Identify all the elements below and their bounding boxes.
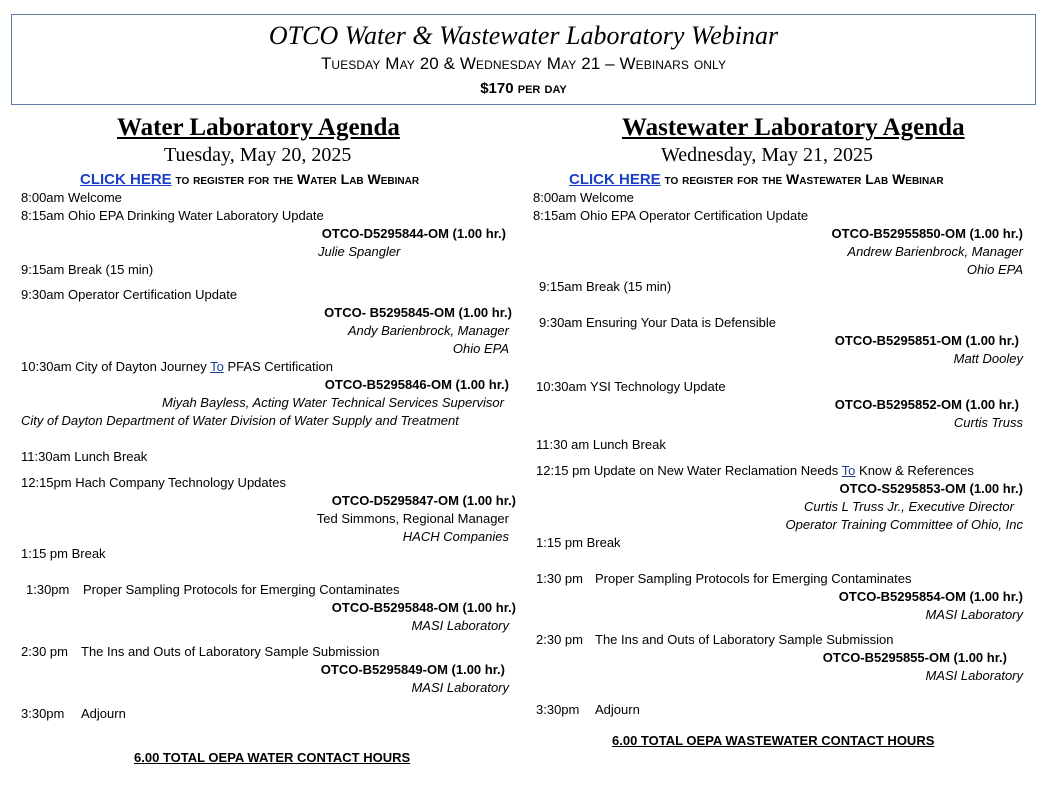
water-session-4-code: OTCO-D5295847-OM (1.00 hr.) [331,493,516,508]
water-session-1-speaker: Julie Spangler [318,244,401,259]
wastewater-session-4-org: Operator Training Committee of Ohio, Inc [785,517,1023,532]
water-session-6-title: The Ins and Outs of Laboratory Sample Submission [81,644,380,659]
wastewater-session-3-speaker: Curtis Truss [953,415,1023,430]
wastewater-session-6-code: OTCO-B5295855-OM (1.00 hr.) [822,650,1007,665]
water-session-3-post: PFAS Certification [223,359,333,374]
wastewater-lunch: 11:30 am Lunch Break [536,437,666,452]
webinar-dates: Tuesday May 20 & Wednesday May 21 – Webinars only [320,54,727,73]
water-session-5-time: 1:30pm [26,582,70,597]
water-agenda-title: Water Laboratory Agenda [117,114,400,141]
water-session-4: 12:15pm Hach Company Technology Updates [21,475,286,490]
wastewater-session-1-code: OTCO-B52955850-OM (1.00 hr.) [831,226,1023,241]
water-click-here-link[interactable]: CLICK HERE [80,171,172,188]
water-session-3-to: To [210,359,224,374]
water-session-5-code: OTCO-B5295848-OM (1.00 hr.) [331,600,516,615]
water-session-2-code: OTCO- B5295845-OM (1.00 hr.) [324,305,512,320]
price: $170 per day [480,80,567,97]
wastewater-session-2: 9:30am Ensuring Your Data is Defensible [539,315,777,330]
wastewater-adjourn: Adjourn [595,702,640,717]
wastewater-register-line [569,170,944,189]
wastewater-session-5-code: OTCO-B5295854-OM (1.00 hr.) [838,589,1023,604]
wastewater-session-1-speaker: Andrew Barienbrock, Manager [847,244,1023,259]
wastewater-agenda-title: Wastewater Laboratory Agenda [622,114,965,141]
page-title: OTCO Water & Wastewater Laboratory Webinar [268,21,779,50]
wastewater-session-6-time: 2:30 pm [536,632,583,647]
water-break-2: 1:15 pm Break [21,546,106,561]
wastewater-session-3: 10:30am YSI Technology Update [536,379,726,394]
water-adjourn-time: 3:30pm [21,706,65,721]
water-session-4-speaker: Ted Simmons, Regional Manager [316,511,509,526]
water-session-3 [21,359,333,375]
wastewater-session-6-org: MASI Laboratory [925,668,1023,683]
wastewater-welcome: 8:00am Welcome [533,190,634,205]
water-session-1-code: OTCO-D5295844-OM (1.00 hr.) [321,226,506,241]
wastewater-session-4-pre: 12:15 pm Update on New Water Reclamation Needs [536,463,842,478]
header-box [11,14,1036,105]
water-register-line [80,170,419,189]
water-session-2-org: Ohio EPA [452,341,509,356]
water-session-3-code: OTCO-B5295846-OM (1.00 hr.) [324,377,509,392]
wastewater-total-hours: 6.00 TOTAL OEPA WASTEWATER CONTACT HOURS [612,733,935,748]
wastewater-session-4-to: To [841,463,856,478]
wastewater-session-4-speaker: Curtis L Truss Jr., Executive Director [804,499,1014,514]
wastewater-session-2-speaker: Matt Dooley [953,351,1023,366]
water-register-text: to register for the Water Lab Webinar [171,171,420,187]
water-session-5-title: Proper Sampling Protocols for Emerging Contaminates [83,582,400,597]
wastewater-session-1-org: Ohio EPA [966,262,1023,277]
wastewater-session-1: 8:15am Ohio EPA Operator Certification Update [533,208,809,223]
water-session-1: 8:15am Ohio EPA Drinking Water Laboratory Update [21,208,324,223]
wastewater-session-2-code: OTCO-B5295851-OM (1.00 hr.) [834,333,1019,348]
water-session-3-org: City of Dayton Department of Water Division of Water Supply and Treatment [21,413,459,428]
wastewater-break-1: 9:15am Break (15 min) [539,279,672,294]
water-welcome: 8:00am Welcome [21,190,122,205]
water-session-2-speaker: Andy Barienbrock, Manager [347,323,509,338]
wastewater-register-text: to register for the Wastewater Lab Webinar [660,171,944,187]
water-session-6-code: OTCO-B5295849-OM (1.00 hr.) [320,662,505,677]
water-adjourn: Adjourn [81,706,126,721]
water-agenda-date: Tuesday, May 20, 2025 [164,144,352,166]
wastewater-session-5-title: Proper Sampling Protocols for Emerging Contaminates [595,571,912,586]
water-session-5-org: MASI Laboratory [411,618,509,633]
water-session-3-pre: 10:30am City of Dayton Journey [21,359,211,374]
wastewater-session-5-time: 1:30 pm [536,571,583,586]
wastewater-session-4-code: OTCO-S5295853-OM (1.00 hr.) [839,481,1023,496]
wastewater-session-3-code: OTCO-B5295852-OM (1.00 hr.) [834,397,1019,412]
wastewater-session-5-org: MASI Laboratory [925,607,1023,622]
water-break-1: 9:15am Break (15 min) [21,262,154,277]
wastewater-adjourn-time: 3:30pm [536,702,580,717]
water-session-6-time: 2:30 pm [21,644,68,659]
wastewater-session-4-post: Know & References [855,463,974,478]
wastewater-agenda-date: Wednesday, May 21, 2025 [661,144,874,166]
water-session-4-org: HACH Companies [402,529,509,544]
wastewater-click-here-link[interactable]: CLICK HERE [569,171,661,188]
water-session-3-speaker: Miyah Bayless, Acting Water Technical Services Supervisor [162,395,504,410]
water-lunch: 11:30am Lunch Break [21,449,148,464]
water-total-hours: 6.00 TOTAL OEPA WATER CONTACT HOURS [134,750,411,765]
wastewater-session-6-title: The Ins and Outs of Laboratory Sample Submission [595,632,894,647]
wastewater-break-2: 1:15 pm Break [536,535,621,550]
wastewater-session-4 [536,463,974,479]
water-session-2: 9:30am Operator Certification Update [21,287,238,302]
water-session-6-org: MASI Laboratory [411,680,509,695]
